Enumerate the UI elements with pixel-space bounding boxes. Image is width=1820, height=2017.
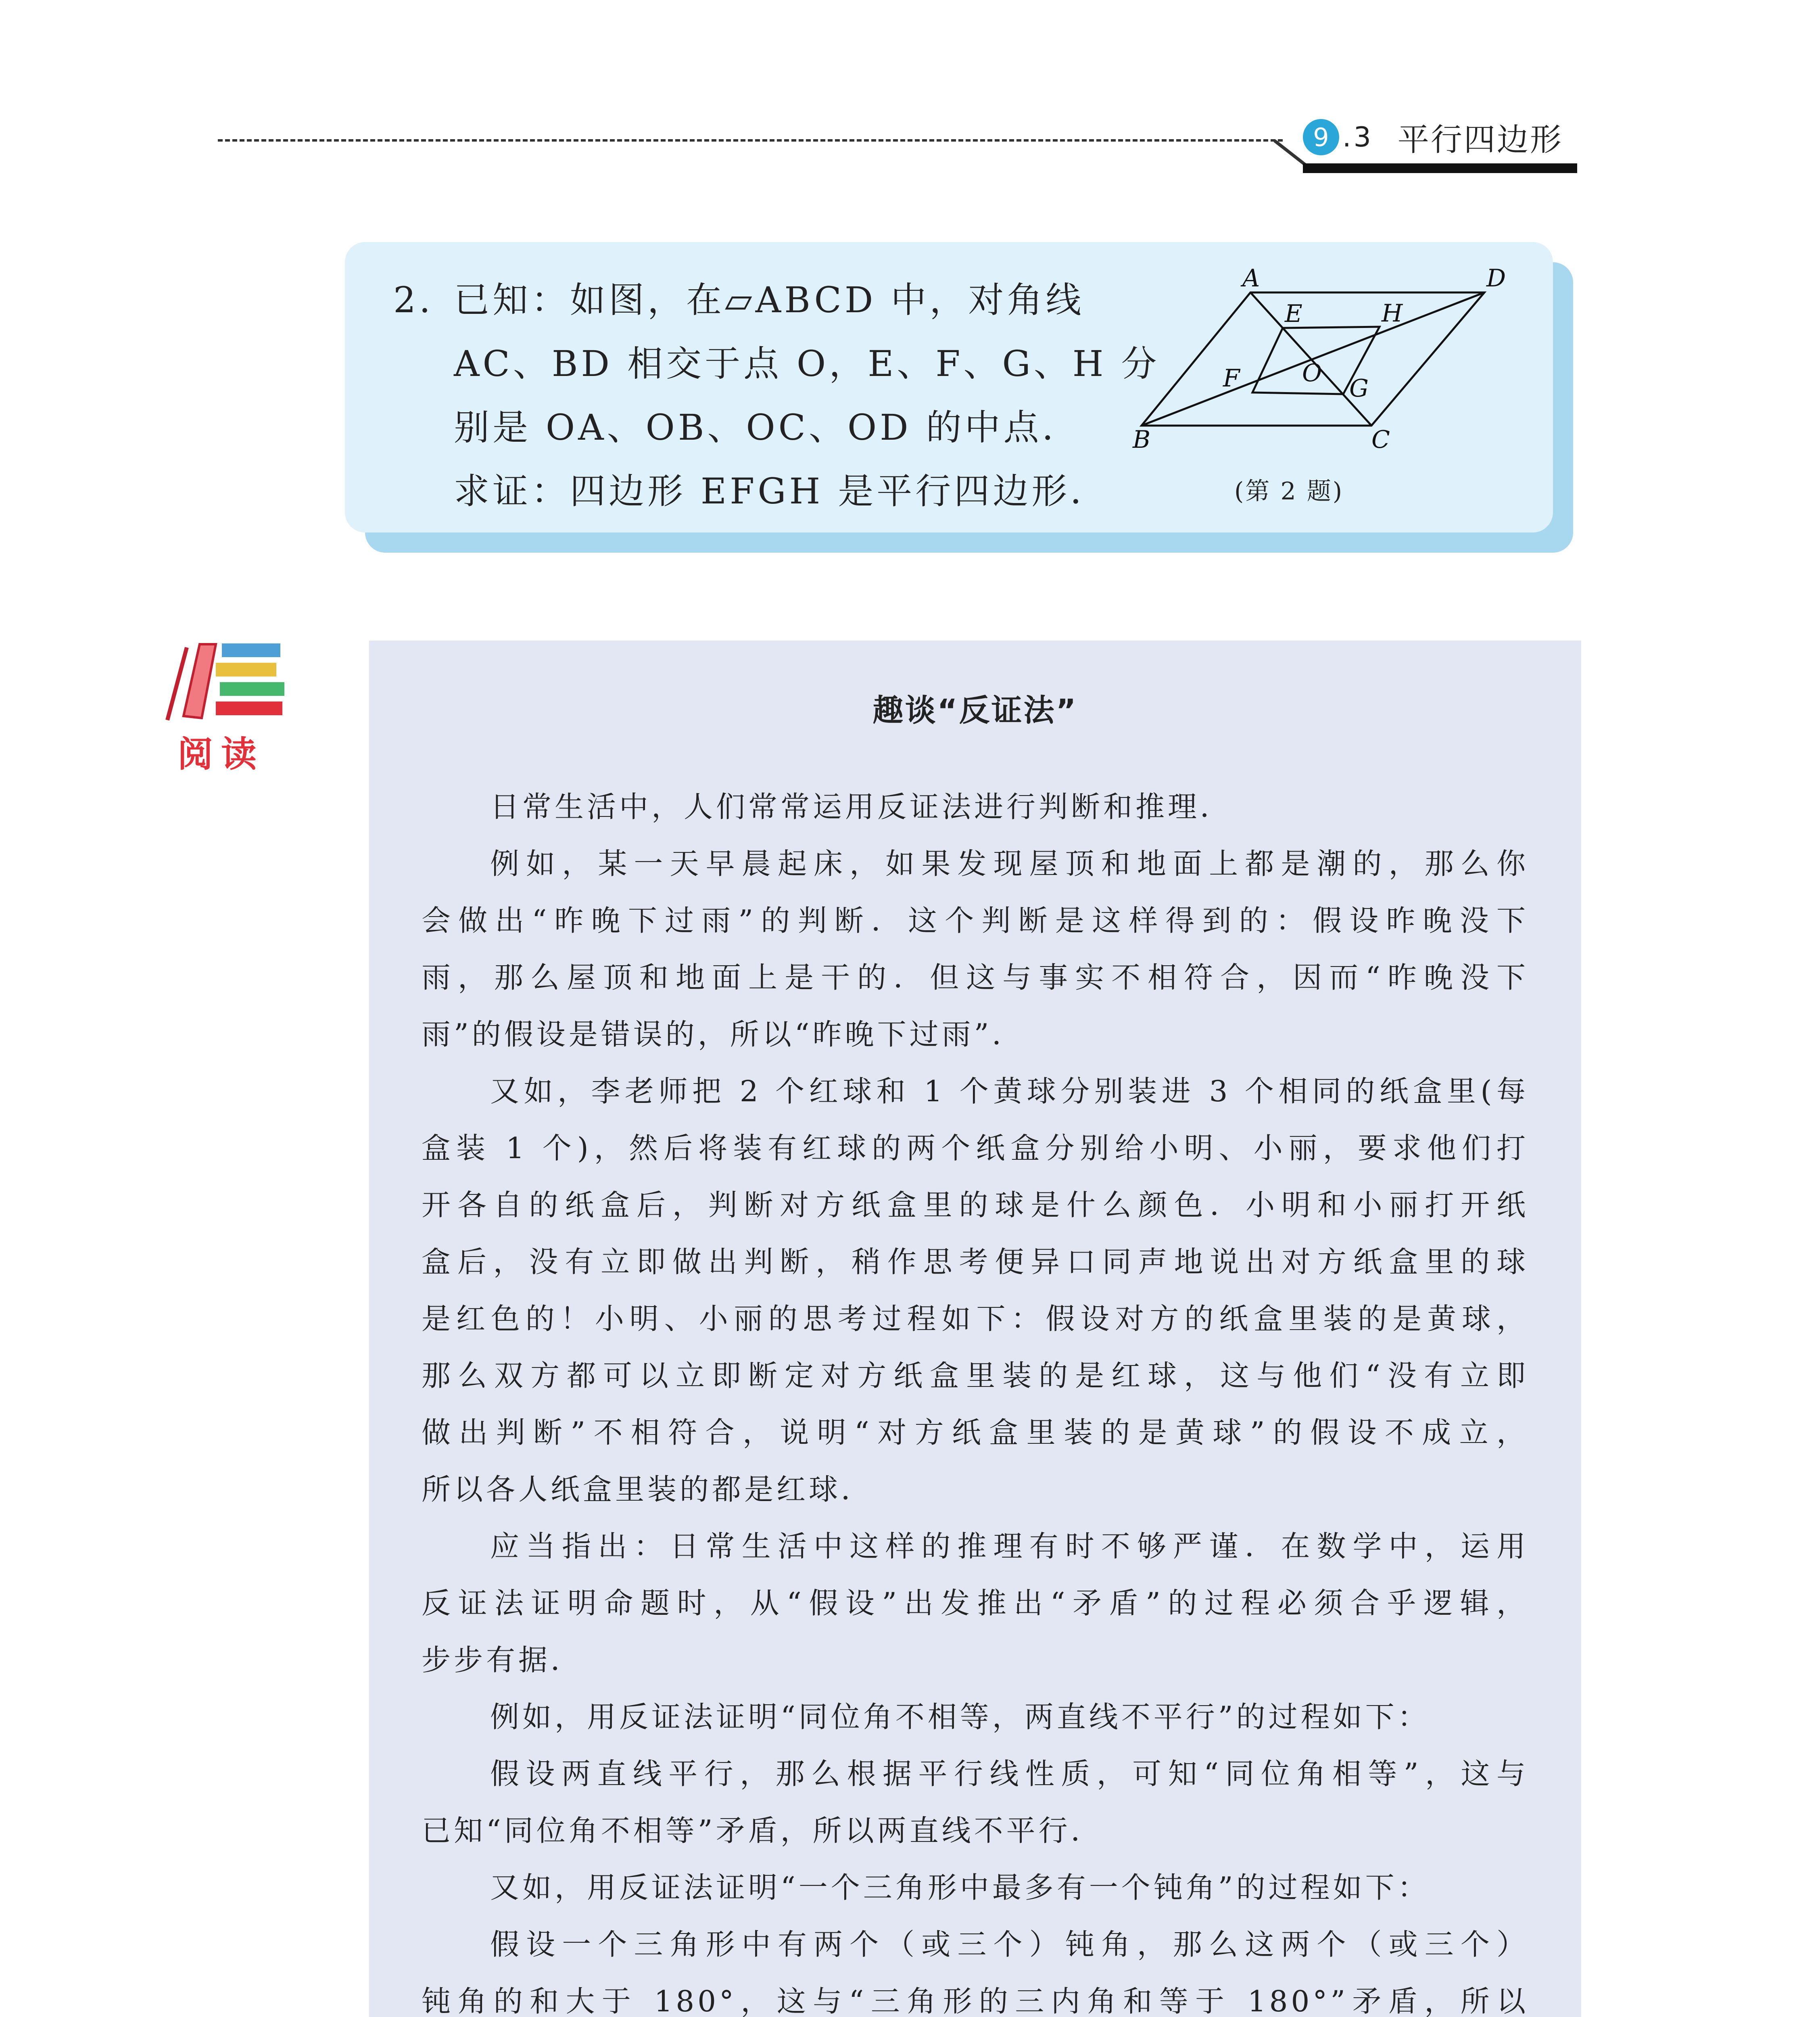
paragraph-line: 那么双方都可以立即断定对方纸盒里装的是红球，这与他们“没有立即 <box>422 1359 1529 1393</box>
label-c: C <box>1371 426 1390 450</box>
exercise-text <box>393 268 1160 523</box>
section-header <box>1303 117 1563 157</box>
paragraph <box>422 835 1529 1063</box>
label-o: O <box>1302 359 1322 387</box>
paragraph-line: 又如，用反证法证明“一个三角形中最多有一个钝角”的过程如下： <box>490 1871 1430 1904</box>
section-title: 平行四边形 <box>1397 122 1563 158</box>
paragraph-line: 会做出“昨晚下过雨”的判断．这个判断是这样得到的：假设昨晚没下 <box>422 904 1529 938</box>
paragraph-line: 钝角的和大于 180°，这与“三角形的三内角和等于 180°”矛盾，所以 <box>422 1984 1529 2017</box>
exercise-number: 2. <box>393 279 434 321</box>
paragraph <box>422 1746 1529 1859</box>
paragraph-line: 步步有据． <box>422 1643 583 1677</box>
section-number: .3 <box>1342 121 1373 153</box>
paragraph <box>422 1859 1529 1916</box>
paragraph <box>422 1518 1529 1689</box>
book-stack-icon <box>159 639 288 728</box>
label-e: E <box>1285 300 1302 328</box>
exercise-line: 求证：四边形 EFGH 是平行四边形． <box>454 470 1109 512</box>
exercise-line-text: 已知：如图，在▱ABCD 中，对角线 <box>454 279 1085 321</box>
exercise-line <box>393 268 1160 332</box>
label-h: H <box>1382 299 1403 328</box>
parallelogram-figure <box>1129 264 1517 450</box>
label-a: A <box>1242 264 1260 292</box>
paragraph-line: 所以各人纸盒里装的都是红球． <box>422 1472 874 1506</box>
reading-body <box>422 779 1529 2017</box>
exercise-line: AC、BD 相交于点 O，E、F、G、H 分 <box>454 343 1160 384</box>
paragraph-line: 应当指出：日常生活中这样的推理有时不够严谨．在数学中，运用 <box>490 1529 1529 1563</box>
paragraph-line: 假设一个三角形中有两个（或三个）钝角，那么这两个（或三个） <box>490 1927 1529 1961</box>
paragraph-line: 又如，李老师把 2 个红球和 1 个黄球分别装进 3 个相同的纸盒里(每 <box>490 1074 1529 1108</box>
label-d: D <box>1486 264 1506 292</box>
reading-label: 阅读 <box>177 733 265 775</box>
paragraph-line: 日常生活中，人们常常运用反证法进行判断和推理． <box>490 790 1233 824</box>
header-dashed-rule <box>218 139 1283 142</box>
paragraph-line: 雨，那么屋顶和地面上是干的．但这与事实不相符合，因而“昨晚没下 <box>422 960 1529 994</box>
paragraph-line: 盒后，没有立即做出判断，稍作思考便异口同声地说出对方纸盒里的球 <box>422 1245 1529 1279</box>
paragraph-line: 做出判断”不相符合，说明“对方纸盒里装的是黄球”的假设不成立， <box>422 1416 1529 1449</box>
paragraph-line: 是红色的！小明、小丽的思考过程如下：假设对方的纸盒里装的是黄球， <box>422 1302 1529 1336</box>
paragraph <box>422 1063 1529 1518</box>
paragraph-line: 盒装 1 个)，然后将装有红球的两个纸盒分别给小明、小丽，要求他们打 <box>422 1131 1529 1165</box>
label-g: G <box>1349 374 1369 403</box>
paragraph-line: 已知“同位角不相等”矛盾，所以两直线不平行． <box>422 1814 1103 1848</box>
paragraph <box>422 1689 1529 1746</box>
paragraph-line: 反证法证明命题时，从“假设”出发推出“矛盾”的过程必须合乎逻辑， <box>422 1586 1529 1620</box>
paragraph-line: 假设两直线平行，那么根据平行线性质，可知“同位角相等”，这与 <box>490 1757 1529 1791</box>
paragraph-line: 例如，用反证法证明“同位角不相等，两直线不平行”的过程如下： <box>490 1700 1430 1734</box>
reading-title: 趣谈“反证法” <box>872 692 1078 728</box>
label-f: F <box>1223 364 1240 393</box>
figure-caption: (第 2 题) <box>1234 477 1344 505</box>
chapter-badge: 9 <box>1303 119 1339 155</box>
paragraph <box>422 1916 1529 2017</box>
paragraph-line: 开各自的纸盒后，判断对方纸盒里的球是什么颜色．小明和小丽打开纸 <box>422 1188 1529 1222</box>
paragraph <box>422 779 1529 835</box>
header-underline <box>1303 163 1577 173</box>
paragraph-line: 例如，某一天早晨起床，如果发现屋顶和地面上都是潮的，那么你 <box>490 847 1529 881</box>
paragraph-line: 雨”的假设是错误的，所以“昨晚下过雨”． <box>422 1017 1025 1051</box>
exercise-line: 别是 OA、OB、OC、OD 的中点． <box>454 407 1081 448</box>
label-b: B <box>1133 426 1151 450</box>
